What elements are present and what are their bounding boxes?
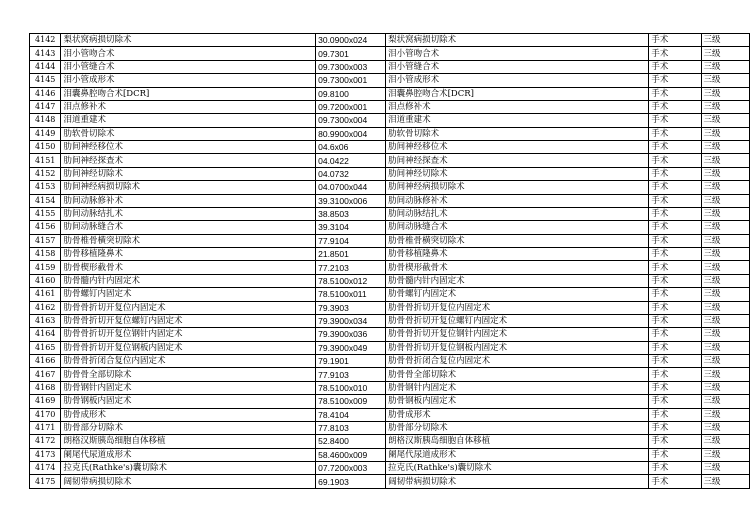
procedure-code-cell: 77.8103 bbox=[316, 421, 386, 434]
table-row bbox=[30, 328, 750, 341]
row-number-cell: 4159 bbox=[30, 261, 61, 274]
procedure-level-cell: 三级 bbox=[701, 288, 749, 301]
procedure-category-cell: 手术 bbox=[649, 141, 701, 154]
procedure-code-cell: 77.2103 bbox=[316, 261, 386, 274]
table-row bbox=[30, 87, 750, 100]
table-row bbox=[30, 368, 750, 381]
procedure-code-cell: 38.8503 bbox=[316, 207, 386, 220]
procedure-name-repeat-cell: 肋间动脉结扎术 bbox=[386, 207, 649, 220]
procedure-category-cell: 手术 bbox=[649, 448, 701, 461]
table-row bbox=[30, 141, 750, 154]
procedure-name-cell: 肋骨骨全部切除术 bbox=[61, 368, 316, 381]
procedure-category-cell: 手术 bbox=[649, 301, 701, 314]
procedure-code-cell: 78.5100x009 bbox=[316, 395, 386, 408]
procedure-category-cell: 手术 bbox=[649, 181, 701, 194]
procedure-level-cell: 三级 bbox=[701, 87, 749, 100]
table-row bbox=[30, 47, 750, 60]
procedure-name-cell: 肋骨骨折切开复位钢板内固定术 bbox=[61, 341, 316, 354]
procedure-category-cell: 手术 bbox=[649, 435, 701, 448]
procedure-name-repeat-cell: 阔韧带病损切除术 bbox=[386, 475, 649, 488]
row-number-cell: 4170 bbox=[30, 408, 61, 421]
procedure-code-cell: 09.7300x001 bbox=[316, 74, 386, 87]
procedure-name-cell: 泪小管成形术 bbox=[61, 74, 316, 87]
row-number-cell: 4162 bbox=[30, 301, 61, 314]
procedure-code-cell: 04.0422 bbox=[316, 154, 386, 167]
procedure-level-cell: 三级 bbox=[701, 314, 749, 327]
row-number-cell: 4175 bbox=[30, 475, 61, 488]
row-number-cell: 4167 bbox=[30, 368, 61, 381]
procedure-level-cell: 三级 bbox=[701, 34, 749, 47]
procedure-name-repeat-cell: 肋骨椎骨横突切除术 bbox=[386, 234, 649, 247]
table-row bbox=[30, 408, 750, 421]
procedure-level-cell: 三级 bbox=[701, 274, 749, 287]
procedure-code-cell: 79.1901 bbox=[316, 355, 386, 368]
procedure-name-repeat-cell: 肋间神经移位术 bbox=[386, 141, 649, 154]
procedure-level-cell: 三级 bbox=[701, 154, 749, 167]
procedure-name-repeat-cell: 肋骨楔形截骨术 bbox=[386, 261, 649, 274]
table-row bbox=[30, 167, 750, 180]
procedure-category-cell: 手术 bbox=[649, 314, 701, 327]
procedure-name-repeat-cell: 肋骨骨折切开复位内固定术 bbox=[386, 301, 649, 314]
procedure-name-repeat-cell: 肋骨骨折切开复位钢板内固定术 bbox=[386, 341, 649, 354]
procedure-code-cell: 79.3900x034 bbox=[316, 314, 386, 327]
table-row bbox=[30, 234, 750, 247]
procedure-name-cell: 肋骨髓内针内固定术 bbox=[61, 274, 316, 287]
procedure-code-cell: 04.6x06 bbox=[316, 141, 386, 154]
procedure-table-body bbox=[30, 34, 750, 489]
table-row bbox=[30, 60, 750, 73]
procedure-level-cell: 三级 bbox=[701, 207, 749, 220]
procedure-level-cell: 三级 bbox=[701, 475, 749, 488]
procedure-code-cell: 39.3100x006 bbox=[316, 194, 386, 207]
procedure-name-cell: 肋骨部分切除术 bbox=[61, 421, 316, 434]
procedure-name-cell: 泪小管吻合术 bbox=[61, 47, 316, 60]
procedure-name-cell: 肋间神经病损切除术 bbox=[61, 181, 316, 194]
table-row bbox=[30, 395, 750, 408]
procedure-code-cell: 78.5100x012 bbox=[316, 274, 386, 287]
procedure-level-cell: 三级 bbox=[701, 408, 749, 421]
procedure-name-cell: 肋间神经切除术 bbox=[61, 167, 316, 180]
procedure-code-cell: 79.3900x049 bbox=[316, 341, 386, 354]
procedure-name-cell: 肋骨骨折闭合复位内固定术 bbox=[61, 355, 316, 368]
procedure-category-cell: 手术 bbox=[649, 462, 701, 475]
procedure-name-repeat-cell: 阑尾代尿道成形术 bbox=[386, 448, 649, 461]
table-row bbox=[30, 355, 750, 368]
table-row bbox=[30, 435, 750, 448]
row-number-cell: 4155 bbox=[30, 207, 61, 220]
procedure-name-cell: 肋骨螺钉内固定术 bbox=[61, 288, 316, 301]
procedure-category-cell: 手术 bbox=[649, 194, 701, 207]
procedure-name-cell: 肋骨楔形截骨术 bbox=[61, 261, 316, 274]
procedure-name-repeat-cell: 肋骨骨折闭合复位内固定术 bbox=[386, 355, 649, 368]
procedure-name-repeat-cell: 朗格汉斯胰岛细胞自体移植 bbox=[386, 435, 649, 448]
procedure-level-cell: 三级 bbox=[701, 355, 749, 368]
table-row bbox=[30, 381, 750, 394]
procedure-name-cell: 肋骨椎骨横突切除术 bbox=[61, 234, 316, 247]
procedure-name-repeat-cell: 肋骨骨折切开复位螺钉内固定术 bbox=[386, 314, 649, 327]
procedure-name-cell: 梨状窝病损切除术 bbox=[61, 34, 316, 47]
procedure-level-cell: 三级 bbox=[701, 395, 749, 408]
procedure-category-cell: 手术 bbox=[649, 87, 701, 100]
procedure-name-repeat-cell: 肋间动脉修补术 bbox=[386, 194, 649, 207]
procedure-code-cell: 80.9900x004 bbox=[316, 127, 386, 140]
table-row bbox=[30, 462, 750, 475]
row-number-cell: 4154 bbox=[30, 194, 61, 207]
procedure-name-cell: 肋间神经移位术 bbox=[61, 141, 316, 154]
procedure-name-repeat-cell: 肋骨螺钉内固定术 bbox=[386, 288, 649, 301]
row-number-cell: 4166 bbox=[30, 355, 61, 368]
procedure-category-cell: 手术 bbox=[649, 167, 701, 180]
procedure-category-cell: 手术 bbox=[649, 74, 701, 87]
row-number-cell: 4164 bbox=[30, 328, 61, 341]
row-number-cell: 4174 bbox=[30, 462, 61, 475]
procedure-category-cell: 手术 bbox=[649, 114, 701, 127]
procedure-name-repeat-cell: 泪小管缝合术 bbox=[386, 60, 649, 73]
procedure-category-cell: 手术 bbox=[649, 475, 701, 488]
procedure-level-cell: 三级 bbox=[701, 100, 749, 113]
procedure-name-repeat-cell: 肋骨移植隆鼻术 bbox=[386, 248, 649, 261]
procedure-category-cell: 手术 bbox=[649, 341, 701, 354]
table-row bbox=[30, 194, 750, 207]
table-row bbox=[30, 301, 750, 314]
procedure-category-cell: 手术 bbox=[649, 47, 701, 60]
procedure-name-cell: 肋骨骨折切开复位螺钉内固定术 bbox=[61, 314, 316, 327]
table-row bbox=[30, 100, 750, 113]
procedure-name-repeat-cell: 肋间神经探查术 bbox=[386, 154, 649, 167]
procedure-name-repeat-cell: 肋间神经切除术 bbox=[386, 167, 649, 180]
procedure-level-cell: 三级 bbox=[701, 194, 749, 207]
procedure-level-cell: 三级 bbox=[701, 234, 749, 247]
procedure-category-cell: 手术 bbox=[649, 355, 701, 368]
row-number-cell: 4144 bbox=[30, 60, 61, 73]
table-row bbox=[30, 261, 750, 274]
procedure-name-repeat-cell: 肋骨髓内针内固定术 bbox=[386, 274, 649, 287]
table-row bbox=[30, 74, 750, 87]
procedure-category-cell: 手术 bbox=[649, 381, 701, 394]
procedure-name-repeat-cell: 肋间动脉缝合术 bbox=[386, 221, 649, 234]
procedure-level-cell: 三级 bbox=[701, 141, 749, 154]
row-number-cell: 4149 bbox=[30, 127, 61, 140]
procedure-code-cell: 09.8100 bbox=[316, 87, 386, 100]
procedure-code-cell: 09.7300x003 bbox=[316, 60, 386, 73]
row-number-cell: 4148 bbox=[30, 114, 61, 127]
procedure-level-cell: 三级 bbox=[701, 368, 749, 381]
procedure-category-cell: 手术 bbox=[649, 234, 701, 247]
procedure-code-cell: 77.9104 bbox=[316, 234, 386, 247]
procedure-name-cell: 泪囊鼻腔吻合术[DCR] bbox=[61, 87, 316, 100]
procedure-code-cell: 21.8501 bbox=[316, 248, 386, 261]
procedure-level-cell: 三级 bbox=[701, 328, 749, 341]
row-number-cell: 4169 bbox=[30, 395, 61, 408]
procedure-code-cell: 07.7200x003 bbox=[316, 462, 386, 475]
procedure-name-cell: 肋骨骨折切开复位钢针内固定术 bbox=[61, 328, 316, 341]
procedure-category-cell: 手术 bbox=[649, 221, 701, 234]
row-number-cell: 4172 bbox=[30, 435, 61, 448]
row-number-cell: 4161 bbox=[30, 288, 61, 301]
procedure-category-cell: 手术 bbox=[649, 248, 701, 261]
procedure-name-cell: 肋骨成形术 bbox=[61, 408, 316, 421]
table-row bbox=[30, 114, 750, 127]
table-row bbox=[30, 274, 750, 287]
procedure-category-cell: 手术 bbox=[649, 100, 701, 113]
table-row bbox=[30, 314, 750, 327]
procedure-level-cell: 三级 bbox=[701, 74, 749, 87]
procedure-name-cell: 肋间动脉缝合术 bbox=[61, 221, 316, 234]
procedure-name-repeat-cell: 泪小管成形术 bbox=[386, 74, 649, 87]
procedure-category-cell: 手术 bbox=[649, 60, 701, 73]
procedure-level-cell: 三级 bbox=[701, 114, 749, 127]
procedure-code-cell: 58.4600x009 bbox=[316, 448, 386, 461]
procedure-name-cell: 阑尾代尿道成形术 bbox=[61, 448, 316, 461]
procedure-name-repeat-cell: 拉克氏(Rathke's)囊切除术 bbox=[386, 462, 649, 475]
row-number-cell: 4151 bbox=[30, 154, 61, 167]
procedure-name-repeat-cell: 肋骨部分切除术 bbox=[386, 421, 649, 434]
procedure-name-cell: 泪道重建术 bbox=[61, 114, 316, 127]
procedure-name-cell: 肋间动脉修补术 bbox=[61, 194, 316, 207]
row-number-cell: 4160 bbox=[30, 274, 61, 287]
procedure-category-cell: 手术 bbox=[649, 368, 701, 381]
procedure-name-cell: 肋间神经探查术 bbox=[61, 154, 316, 167]
procedure-category-cell: 手术 bbox=[649, 34, 701, 47]
table-row bbox=[30, 154, 750, 167]
procedure-code-cell: 78.5100x010 bbox=[316, 381, 386, 394]
procedure-code-cell: 09.7301 bbox=[316, 47, 386, 60]
procedure-name-repeat-cell: 泪小管吻合术 bbox=[386, 47, 649, 60]
row-number-cell: 4150 bbox=[30, 141, 61, 154]
procedure-name-repeat-cell: 肋骨钢针内固定术 bbox=[386, 381, 649, 394]
procedure-name-cell: 肋间动脉结扎术 bbox=[61, 207, 316, 220]
procedure-code-cell: 52.8400 bbox=[316, 435, 386, 448]
procedure-category-cell: 手术 bbox=[649, 288, 701, 301]
procedure-level-cell: 三级 bbox=[701, 421, 749, 434]
procedure-category-cell: 手术 bbox=[649, 408, 701, 421]
procedure-category-cell: 手术 bbox=[649, 328, 701, 341]
row-number-cell: 4145 bbox=[30, 74, 61, 87]
table-row bbox=[30, 475, 750, 488]
row-number-cell: 4171 bbox=[30, 421, 61, 434]
table-row bbox=[30, 248, 750, 261]
table-row bbox=[30, 34, 750, 47]
row-number-cell: 4165 bbox=[30, 341, 61, 354]
procedure-level-cell: 三级 bbox=[701, 60, 749, 73]
row-number-cell: 4168 bbox=[30, 381, 61, 394]
procedure-level-cell: 三级 bbox=[701, 448, 749, 461]
row-number-cell: 4142 bbox=[30, 34, 61, 47]
row-number-cell: 4173 bbox=[30, 448, 61, 461]
procedure-name-repeat-cell: 肋骨骨全部切除术 bbox=[386, 368, 649, 381]
row-number-cell: 4163 bbox=[30, 314, 61, 327]
procedure-name-repeat-cell: 泪道重建术 bbox=[386, 114, 649, 127]
row-number-cell: 4157 bbox=[30, 234, 61, 247]
procedure-name-repeat-cell: 泪囊鼻腔吻合术[DCR] bbox=[386, 87, 649, 100]
procedure-name-repeat-cell: 肋骨钢板内固定术 bbox=[386, 395, 649, 408]
procedure-category-cell: 手术 bbox=[649, 154, 701, 167]
row-number-cell: 4156 bbox=[30, 221, 61, 234]
procedure-name-repeat-cell: 梨状窝病损切除术 bbox=[386, 34, 649, 47]
procedure-code-cell: 69.1903 bbox=[316, 475, 386, 488]
table-row bbox=[30, 421, 750, 434]
procedure-name-cell: 肋骨钢针内固定术 bbox=[61, 381, 316, 394]
procedure-code-cell: 79.3900x036 bbox=[316, 328, 386, 341]
procedure-category-cell: 手术 bbox=[649, 127, 701, 140]
procedure-name-repeat-cell: 肋软骨切除术 bbox=[386, 127, 649, 140]
row-number-cell: 4152 bbox=[30, 167, 61, 180]
procedure-name-cell: 肋骨移植隆鼻术 bbox=[61, 248, 316, 261]
procedure-code-cell: 78.4104 bbox=[316, 408, 386, 421]
procedure-name-repeat-cell: 肋间神经病损切除术 bbox=[386, 181, 649, 194]
procedure-code-cell: 77.9103 bbox=[316, 368, 386, 381]
procedure-level-cell: 三级 bbox=[701, 47, 749, 60]
procedure-category-cell: 手术 bbox=[649, 395, 701, 408]
procedure-level-cell: 三级 bbox=[701, 181, 749, 194]
procedure-name-cell: 拉克氏(Rathke's)囊切除术 bbox=[61, 462, 316, 475]
procedure-level-cell: 三级 bbox=[701, 381, 749, 394]
procedure-name-cell: 朗格汉斯胰岛细胞自体移植 bbox=[61, 435, 316, 448]
procedure-name-cell: 肋软骨切除术 bbox=[61, 127, 316, 140]
procedure-level-cell: 三级 bbox=[701, 167, 749, 180]
row-number-cell: 4158 bbox=[30, 248, 61, 261]
procedure-category-cell: 手术 bbox=[649, 421, 701, 434]
procedure-name-cell: 泪点修补术 bbox=[61, 100, 316, 113]
procedure-code-cell: 78.5100x011 bbox=[316, 288, 386, 301]
procedure-code-cell: 09.7300x004 bbox=[316, 114, 386, 127]
procedure-level-cell: 三级 bbox=[701, 248, 749, 261]
procedure-level-cell: 三级 bbox=[701, 301, 749, 314]
table-row bbox=[30, 127, 750, 140]
procedure-code-cell: 09.7200x001 bbox=[316, 100, 386, 113]
procedure-level-cell: 三级 bbox=[701, 341, 749, 354]
procedure-code-cell: 79.3903 bbox=[316, 301, 386, 314]
table-row bbox=[30, 207, 750, 220]
procedure-name-cell: 肋骨钢板内固定术 bbox=[61, 395, 316, 408]
row-number-cell: 4147 bbox=[30, 100, 61, 113]
procedure-name-cell: 阔韧带病损切除术 bbox=[61, 475, 316, 488]
procedure-code-cell: 39.3104 bbox=[316, 221, 386, 234]
procedure-name-repeat-cell: 肋骨骨折切开复位钢针内固定术 bbox=[386, 328, 649, 341]
procedure-level-cell: 三级 bbox=[701, 462, 749, 475]
table-row bbox=[30, 341, 750, 354]
procedure-category-cell: 手术 bbox=[649, 261, 701, 274]
procedure-level-cell: 三级 bbox=[701, 435, 749, 448]
procedure-level-cell: 三级 bbox=[701, 261, 749, 274]
procedure-name-repeat-cell: 肋骨成形术 bbox=[386, 408, 649, 421]
procedure-level-cell: 三级 bbox=[701, 127, 749, 140]
procedure-name-cell: 泪小管缝合术 bbox=[61, 60, 316, 73]
row-number-cell: 4146 bbox=[30, 87, 61, 100]
procedure-code-cell: 04.0732 bbox=[316, 167, 386, 180]
row-number-cell: 4143 bbox=[30, 47, 61, 60]
procedure-table bbox=[29, 33, 750, 489]
procedure-name-repeat-cell: 泪点修补术 bbox=[386, 100, 649, 113]
procedure-category-cell: 手术 bbox=[649, 207, 701, 220]
table-row bbox=[30, 181, 750, 194]
procedure-level-cell: 三级 bbox=[701, 221, 749, 234]
table-row bbox=[30, 448, 750, 461]
procedure-name-cell: 肋骨骨折切开复位内固定术 bbox=[61, 301, 316, 314]
procedure-category-cell: 手术 bbox=[649, 274, 701, 287]
table-row bbox=[30, 288, 750, 301]
table-row bbox=[30, 221, 750, 234]
row-number-cell: 4153 bbox=[30, 181, 61, 194]
procedure-code-cell: 04.0700x044 bbox=[316, 181, 386, 194]
procedure-code-cell: 30.0900x024 bbox=[316, 34, 386, 47]
